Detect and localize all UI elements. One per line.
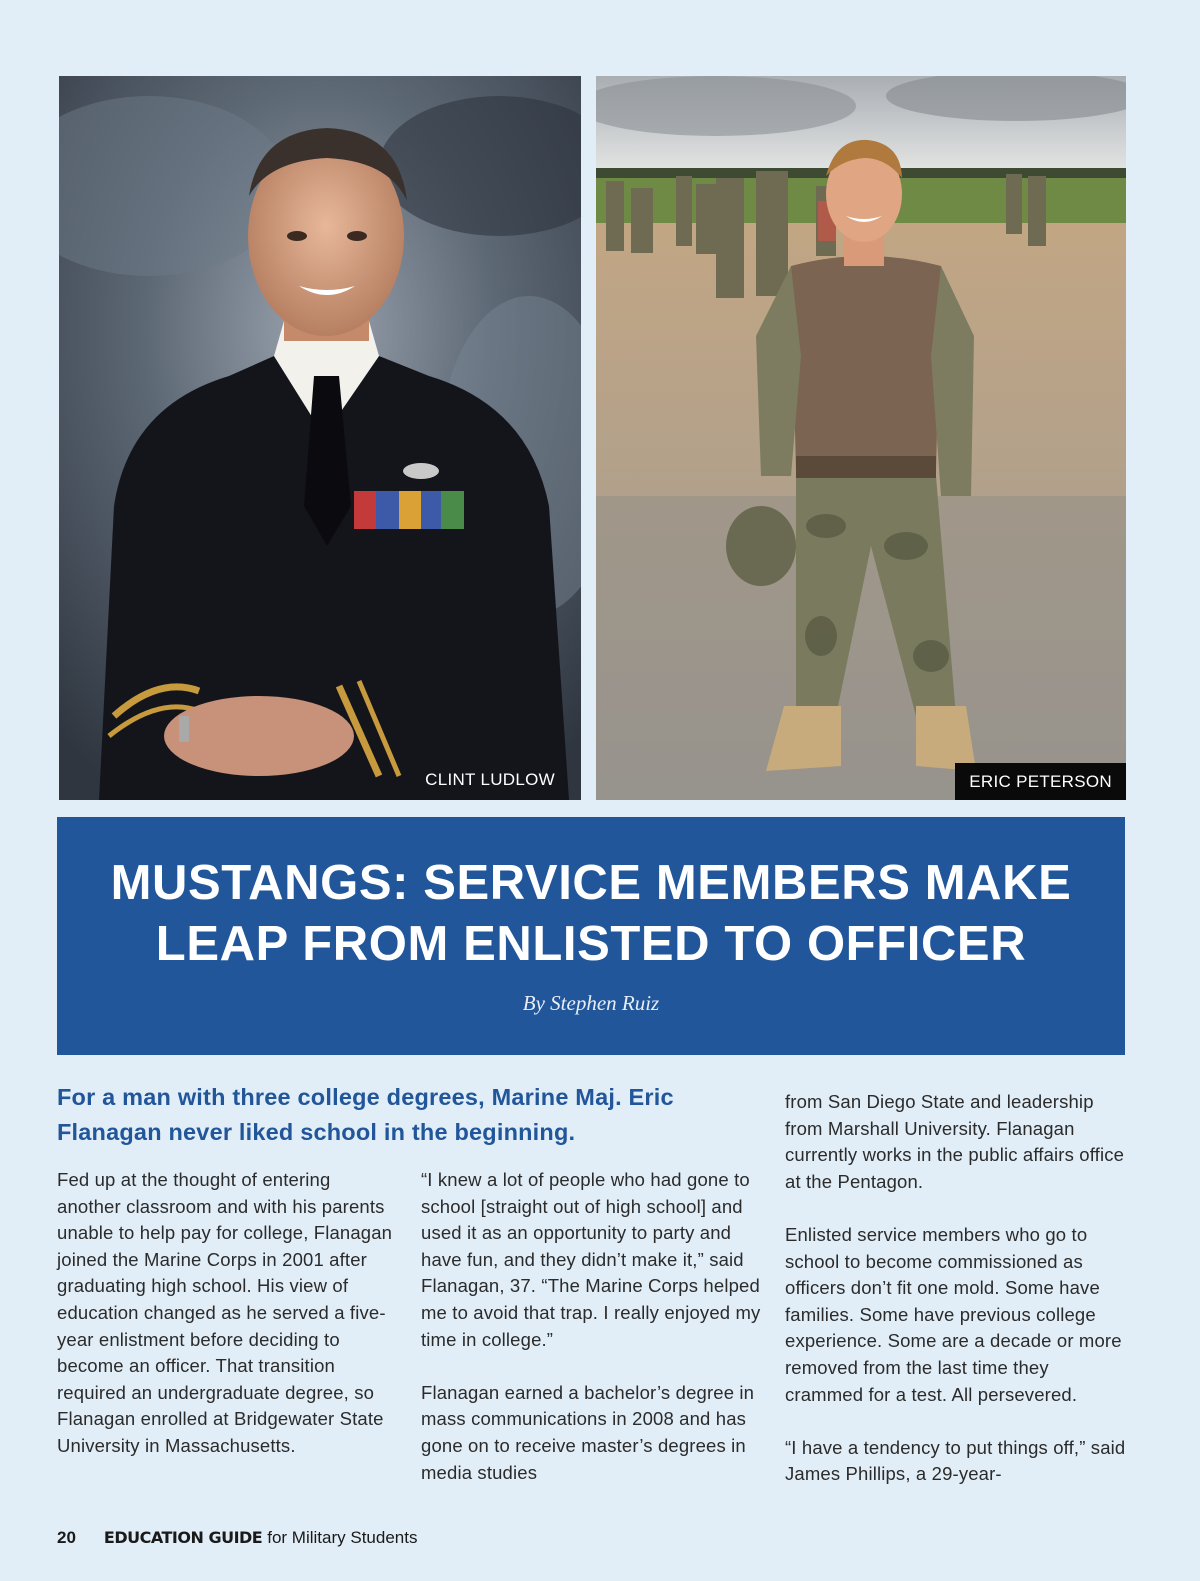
- article-headline: MUSTANGS: SERVICE MEMBERS MAKE LEAP FROM ENLISTED TO OFFICER: [110, 856, 1072, 971]
- portrait-illustration: [59, 76, 581, 800]
- page-number: 20: [57, 1528, 76, 1547]
- body-column-1: [57, 1167, 397, 1460]
- body-column-3: [785, 1089, 1130, 1488]
- body-paragraph: Enlisted service members who go to school to become commissioned as officers don’t fit one mold. Some have families. Some have previous college experience. Some are a decade or more removed from the last time they crammed for a test. All persevered.: [785, 1223, 1122, 1405]
- body-paragraph: Fed up at the thought of entering another classroom and with his parents unable to help pay for college, Flanagan joined the Marine Corps in 2001 after graduating high school. His view of education changed as he served a five-year enlistment before deciding to become an officer. That transition required an undergraduate degree, so Flanagan enrolled at Bridgewater State University in Massachusetts.: [57, 1169, 393, 1456]
- photo-clint-ludlow: [59, 76, 581, 800]
- body-paragraph: Flanagan earned a bachelor’s degree in mass communications in 2008 and has gone on to receive master’s degrees in media studies: [421, 1381, 755, 1483]
- soldier-illustration: [596, 76, 1126, 800]
- body-paragraph: from San Diego State and leadership from Marshall University. Flanagan currently works in the public affairs office at the Pentagon.: [785, 1091, 1125, 1192]
- publication-suffix: for Military Students: [267, 1528, 418, 1547]
- body-paragraph: “I knew a lot of people who had gone to school [straight out of high school] and used it as an opportunity to party and have fun, and they didn’t make it,” said Flanagan, 37. “The Marine Corps helped me to avoid that trap. I really enjoyed my time in college.”: [421, 1169, 761, 1350]
- photo-eric-peterson: [596, 76, 1126, 800]
- page-footer: [57, 1528, 417, 1548]
- body-column-2: [421, 1167, 771, 1486]
- body-paragraph: “I have a tendency to put things off,” said James Phillips, a 29-year-: [785, 1436, 1126, 1485]
- photo-caption-left: CLINT LUDLOW: [425, 770, 555, 789]
- headline-banner: [57, 817, 1125, 1055]
- article-deck: For a man with three college degrees, Marine Maj. Eric Flanagan never liked school in the beginning.: [57, 1084, 674, 1145]
- article-byline: By Stephen Ruiz: [522, 991, 660, 1015]
- photo-caption-right: ERIC PETERSON: [955, 763, 1126, 800]
- publication-name: EDUCATION GUIDE: [103, 1528, 263, 1547]
